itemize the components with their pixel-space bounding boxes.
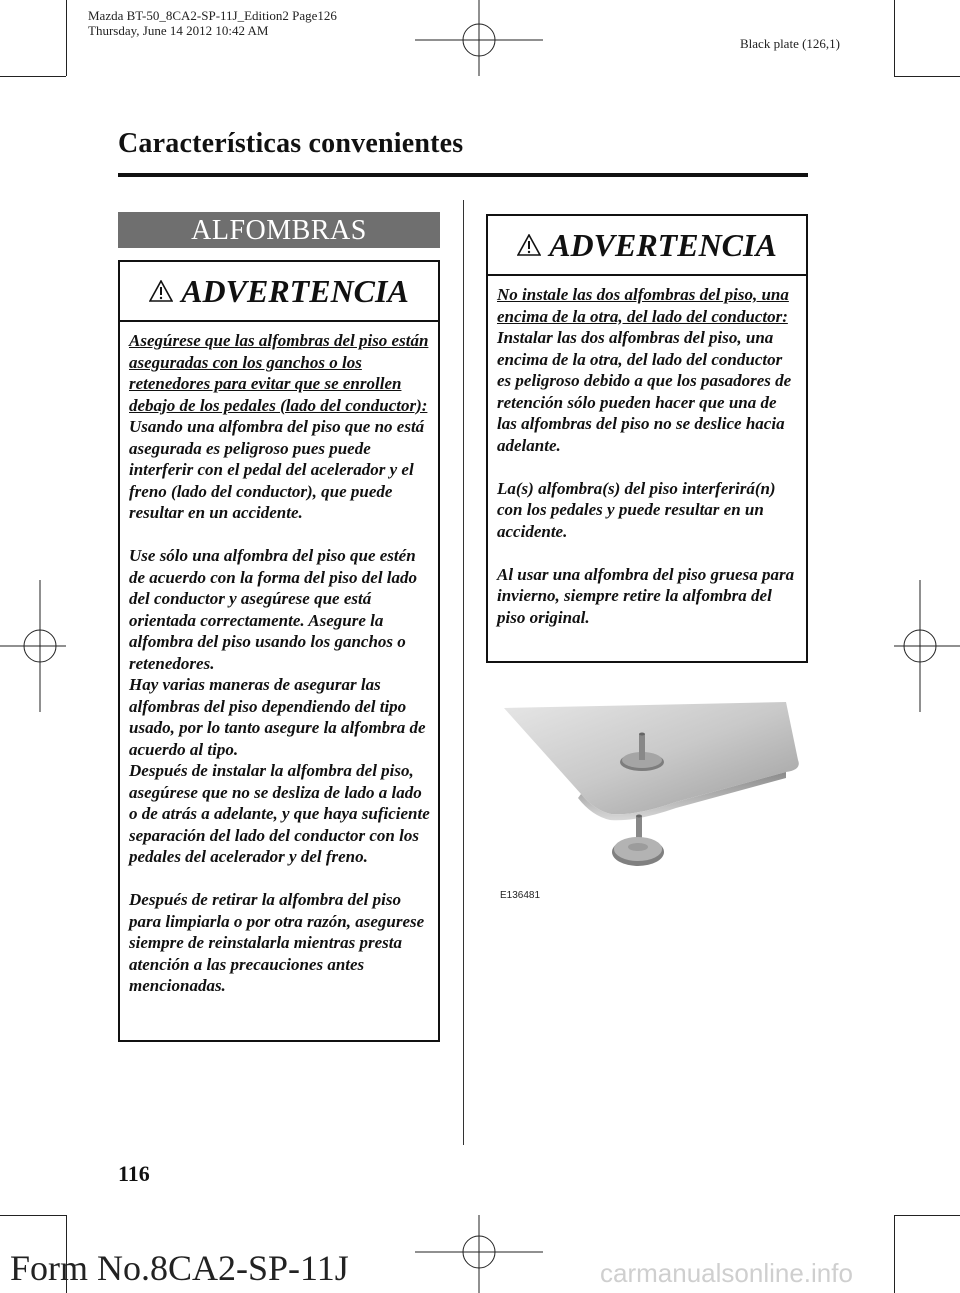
section-title: Características convenientes bbox=[118, 128, 464, 159]
site-watermark: carmanualsonline.info bbox=[600, 1258, 853, 1288]
page-number: 116 bbox=[118, 1161, 150, 1186]
warning-box-right bbox=[486, 214, 808, 663]
column-divider bbox=[463, 200, 464, 1145]
warning-header bbox=[120, 262, 438, 322]
floor-mat-hook-diagram bbox=[486, 690, 806, 890]
figure-code: E136481 bbox=[500, 890, 541, 901]
warning-paragraph: Instalar las dos alfombras del piso, una encima de la otra, del lado del conductor es peligroso debido a que los pasadores de retención sólo pueden hacer que una de las alfombras del piso no se deslice hacia adelante. bbox=[497, 328, 792, 455]
warning-lead: No instale las dos alfombras del piso, una encima de la otra, del lado del conductor: bbox=[497, 285, 789, 326]
warning-paragraph: Use sólo una alfombra del piso que estén de acuerdo con la forma del piso del lado del conductor y asegúrese que está orientada correctamente. Asegure la alfombra del piso usando los ganchos o retenedores. bbox=[129, 546, 418, 673]
print-meta-line1: Mazda BT-50_8CA2-SP-11J_Edition2 Page126 bbox=[88, 8, 337, 23]
warning-lead: Asegúrese que las alfombras del piso están aseguradas con los ganchos o los retenedores para evitar que se enrollen debajo de los pedales (lado del conductor): bbox=[129, 331, 429, 415]
warning-paragraph: Después de instalar la alfombra del piso, asegúrese que no se desliza de lado a lado o de atrás a adelante, y que haya suficiente separación del lado del conductor con los pedales del acelerador y del freno. bbox=[129, 761, 430, 866]
section-banner: ALFOMBRAS bbox=[118, 212, 440, 248]
warning-header bbox=[488, 216, 806, 276]
warning-body bbox=[120, 322, 438, 1005]
print-meta-line2: Thursday, June 14 2012 10:42 AM bbox=[88, 23, 269, 38]
header-rule bbox=[118, 173, 808, 177]
warning-paragraph: Usando una alfombra del piso que no está asegurada es peligroso pues puede interferir con el pedal del acelerador y el freno (lado del conductor), que puede resultar en un accidente. bbox=[129, 417, 425, 522]
warning-triangle-icon bbox=[149, 280, 173, 302]
warning-paragraph: Al usar una alfombra del piso gruesa para invierno, siempre retire la alfombra del piso original. bbox=[497, 564, 795, 627]
warning-paragraph: Después de retirar la alfombra del piso para limpiarla o por otra razón, asegurese siempre de reinstalarla mientras presta atención a las precauciones antes mencionadas. bbox=[129, 890, 425, 995]
floor-mat-illustration bbox=[486, 690, 806, 915]
warning-box-left bbox=[118, 260, 440, 1042]
form-number: Form No.8CA2-SP-11J bbox=[10, 1248, 349, 1288]
warning-body bbox=[488, 276, 806, 636]
warning-paragraph: Hay varias maneras de asegurar las alfombras del piso dependiendo del tipo usado, por lo tanto asegure la alfombra de acuerdo al tipo. bbox=[129, 675, 426, 759]
warning-title: ADVERTENCIA bbox=[549, 226, 777, 263]
warning-paragraph: La(s) alfombra(s) del piso interferirá(n) con los pedales y puede resultar en un accidente. bbox=[497, 478, 776, 541]
warning-title: ADVERTENCIA bbox=[181, 272, 409, 309]
warning-triangle-icon bbox=[517, 234, 541, 256]
black-plate-label: Black plate (126,1) bbox=[740, 36, 840, 51]
